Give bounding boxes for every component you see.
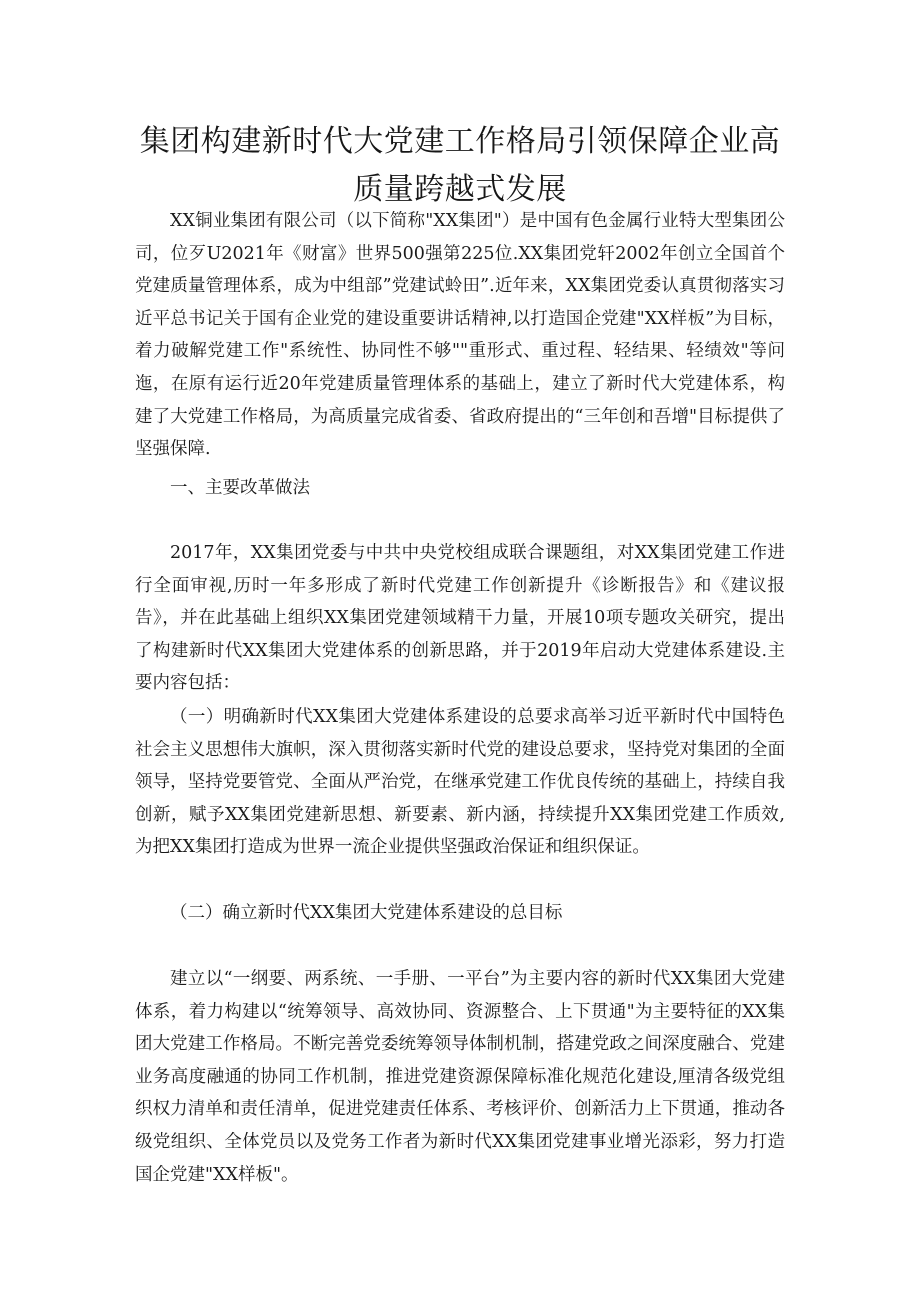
item-2-paragraph: 建立以“一纲要、两系统、一手册、一平台”为主要内容的新时代XX集团大党建体系，着力构建以“统筹领导、高效协同、资源整合、上下贯通"为主要特征的XX集团大党建工作格局。不断完善党委统筹领导体制机制，搭建党政之间深度融合、党建业务高度融通的协同工作机制，推进党建资源保障标准化规范化建设,厘清各级党组织权力清单和责任清单，促进党建责任体系、考核评价、创新活力上下贯通，推动各级党组织、全体党员以及党务工作者为新时代XX集团党建事业增光添彩，努力打造国企党建"XX样板"。 <box>135 969 785 1185</box>
item-1-paragraph: （一）明确新时代XX集团大党建体系建设的总要求高举习近平新时代中国特色社会主义思想伟大旗帜，深入贯彻落实新时代党的建设总要求，坚持党对集团的全面领导，坚持党要管党、全面从严治党，在继承党建工作优良传统的基础上，持续自我创新，赋予XX集团党建新思想、新要素、新内涵，持续提升XX集团党建工作质效,为把XX集团打造成为世界一流企业提供坚强政治保证和组织保证。 <box>135 707 785 858</box>
document-title: 集团构建新时代大党建工作格局引领保障企业高质量跨越式发展 <box>139 124 781 207</box>
item-2-heading: （二）确立新时代XX集团大党建体系建设的总目标 <box>170 903 563 923</box>
background-paragraph: 2017年，XX集团党委与中共中央党校组成联合课题组，对XX集团党建工作进行全面审视,历时一年多形成了新时代党建工作创新提升《诊断报告》和《建议报告》，并在此基础上组织XX集团党建领域精干力量，开展10项专题攻关研究，提出了构建新时代XX集团大党建体系的创新思路，并于2019年启动大党建体系建设.主要内容包括： <box>135 543 785 694</box>
section-heading-main-reforms: 一、主要改革做法 <box>170 478 310 498</box>
intro-paragraph: XX铜业集团有限公司（以下简称"XX集团"）是中国有色金属行业特大型集团公司，位歹U2021年《财富》世界500强第225位.XX集团党轩2002年创立全国首个党建质量管理体系，成为中组部”党建试蛉田”.近年来，XX集团党委认真贯彻落实习近平总书记关于国有企业党的建设重要讲话精神,以打造国企党建"XX样板”为目标，着力破解党建工作"系统性、协同性不够""重形式、重过程、轻结果、轻绩效"等问迤，在原有运行近20年党建质量管理体系的基础上，建立了新时代大党建体系，构建了大党建工作格局，为高质量完成省委、省政府提出的“三年创和吾增"目标提供了坚强保障. <box>135 211 785 460</box>
